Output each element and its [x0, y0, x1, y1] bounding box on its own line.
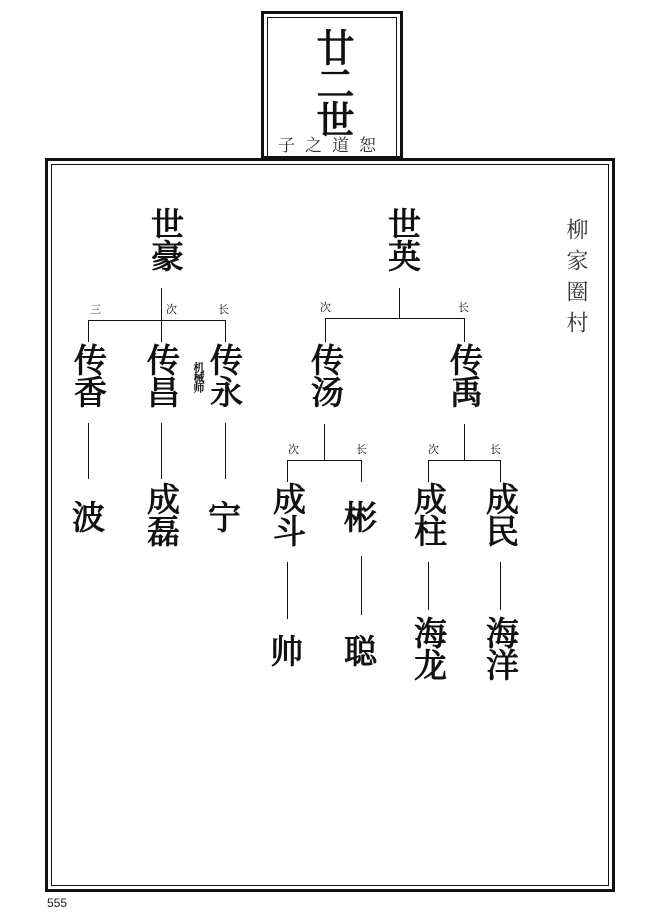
connector-shiying-down — [399, 288, 400, 318]
connector-bin-child — [361, 556, 362, 615]
generation-header-inner — [267, 17, 397, 159]
village-name: 柳家圈村 — [563, 218, 588, 342]
connector-to-yong — [225, 320, 226, 342]
connector-dou-child — [287, 562, 288, 619]
rank-label: 长 — [218, 303, 229, 316]
person-shuai: 帅 — [270, 632, 302, 671]
connector-chang-child — [161, 423, 162, 479]
connector-to-tang — [325, 318, 326, 342]
person-ning: 宁 — [208, 498, 240, 537]
person-chuanxiang: 传香 — [69, 343, 108, 407]
connector-shihao-down — [161, 288, 162, 320]
connector-yong-child — [225, 423, 226, 479]
rank-label: 长 — [458, 301, 469, 314]
connector-to-min — [500, 460, 501, 482]
person-bo: 波 — [72, 498, 104, 537]
person-chengmin: 成民 — [481, 482, 520, 546]
rank-label: 次 — [320, 301, 331, 314]
connector-min-child — [500, 562, 501, 610]
genealogy-frame-inner — [51, 164, 609, 886]
person-shiying: 世英 — [383, 207, 422, 271]
connector-to-chang — [161, 320, 162, 342]
connector-tang-down — [324, 424, 325, 460]
occupation-note: 机械师 — [192, 362, 205, 392]
person-haiyang: 海洋 — [481, 616, 520, 680]
page-number: 555 — [47, 896, 68, 910]
connector-to-xiang — [88, 320, 89, 342]
person-bin: 彬 — [344, 498, 376, 537]
rank-label: 长 — [490, 443, 501, 456]
person-hailong: 海龙 — [409, 616, 448, 680]
connector-shihao-children — [88, 320, 225, 321]
rank-label: 三 — [90, 303, 101, 316]
rank-label: 长 — [356, 443, 367, 456]
genealogy-frame — [45, 158, 615, 892]
rank-label: 次 — [288, 443, 299, 456]
connector-tang-children — [287, 460, 361, 461]
person-chenglei: 成磊 — [142, 482, 181, 546]
connector-zhu-child — [428, 562, 429, 610]
person-chuantang: 传汤 — [306, 343, 345, 407]
person-cong: 聪 — [344, 632, 376, 671]
person-shihao: 世豪 — [146, 207, 185, 271]
person-chuanyu: 传禹 — [445, 343, 484, 407]
person-chuanyong: 传永 — [205, 343, 244, 407]
rank-label: 次 — [166, 303, 177, 316]
connector-yu-children — [428, 460, 500, 461]
generation-title: 廿二世 — [310, 28, 355, 136]
person-chuanchang: 传昌 — [142, 343, 181, 407]
rank-label: 次 — [428, 443, 439, 456]
connector-shiying-children — [325, 318, 465, 319]
connector-to-bin — [361, 460, 362, 482]
connector-yu-down — [464, 424, 465, 460]
connector-to-zhu — [428, 460, 429, 482]
person-chengzhu: 成柱 — [409, 482, 448, 546]
generation-header — [261, 11, 403, 159]
connector-xiang-child — [88, 423, 89, 479]
person-chengdou: 成斗 — [268, 482, 307, 546]
connector-to-yu — [464, 318, 465, 342]
generation-name: 子之道恕 — [278, 136, 386, 156]
connector-to-dou — [287, 460, 288, 482]
